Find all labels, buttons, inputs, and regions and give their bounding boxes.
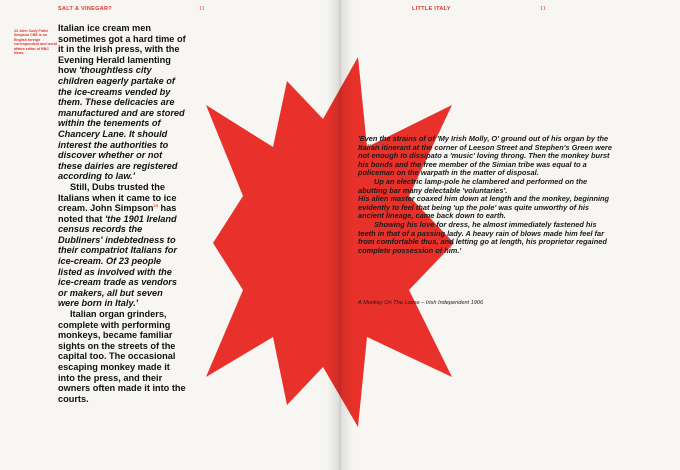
quote-source: A Monkey On The Loose – Irish Independent 1906 [358, 300, 484, 306]
body-paragraph-3: Italian organ grinders, complete with performing monkeys, became familiar sights on the streets of the capital too. The occasional escaping monkey made it into the press, and their owners often made it into the courts. [58, 309, 186, 404]
body-paragraph-2 [58, 182, 186, 309]
body-p2-text-b: has noted that [58, 203, 177, 224]
left-page-number: 11 [199, 6, 205, 12]
body-p2-text-a: Still, Dubs trusted the Italians when it came to ice cream. John Simpson [58, 181, 177, 214]
footnote-reference: 23 [153, 203, 158, 209]
quote-paragraph-1: 'Even the strains of of 'My Irish Molly, O' ground out of his organ by the Italian itinerant at the corner of Leeson Street and Stephen's Green were not enough to dissipato a 'music' loving throng. Then the monkey burst his bonds and the free member of the Simian tribe was equal to a policeman on the warpath in the matter of disposal. [358, 134, 612, 178]
body-p2-quote: 'the 1901 Ireland census records the Dubliners' indebtedness to their compatriot Italians for ice-cream. Of 23 people listed as involved with the ice-cream trade as vendors or makers, all but seven were born in Italy.' [58, 213, 177, 309]
quote-block [358, 135, 616, 255]
body-paragraph-1 [58, 23, 186, 182]
right-running-title: LITTLE ITALY [412, 6, 451, 12]
quote-paragraph-3: His alien master coaxed him down at length and the monkey, beginning evidently to feel that being 'up the pole' was quite unworthy of his ancient lineage, came back down to earth. [358, 194, 610, 221]
body-p1-quote: 'thoughtless city children eagerly partake of the ice-creams vended by them. These delicacies are manufactured and are stored within the tenements of Chancery Lane. It should interest the authorities to discover whether or not these dairies are registered according to law.' [58, 65, 185, 182]
body-text [58, 23, 186, 404]
footnote: 23 John Cody Fidler Simpson CBE is an English foreign correspondent and world affairs editor of BBC News. [14, 29, 58, 56]
quote-paragraph-2: Up an electric lamp-pole he clambered and performed on the abutting bar many delectable 'voluntaries'. [358, 176, 588, 195]
left-running-title: SALT & VINEGAR? [58, 6, 112, 12]
body-p1-text: Italian ice cream men sometimes got a hard time of it in the Irish press, with the Evening Herald lamenting how [58, 23, 186, 76]
quote-paragraph-4: Showing his love for dress, he almost immediately fastened his teeth in that of a passing lady. A heavy rain of blows made him feel far from comfortable thus, and letting go at length, his proprietor regained complete possession of him.' [358, 219, 607, 255]
right-page-number: 11 [540, 6, 546, 12]
